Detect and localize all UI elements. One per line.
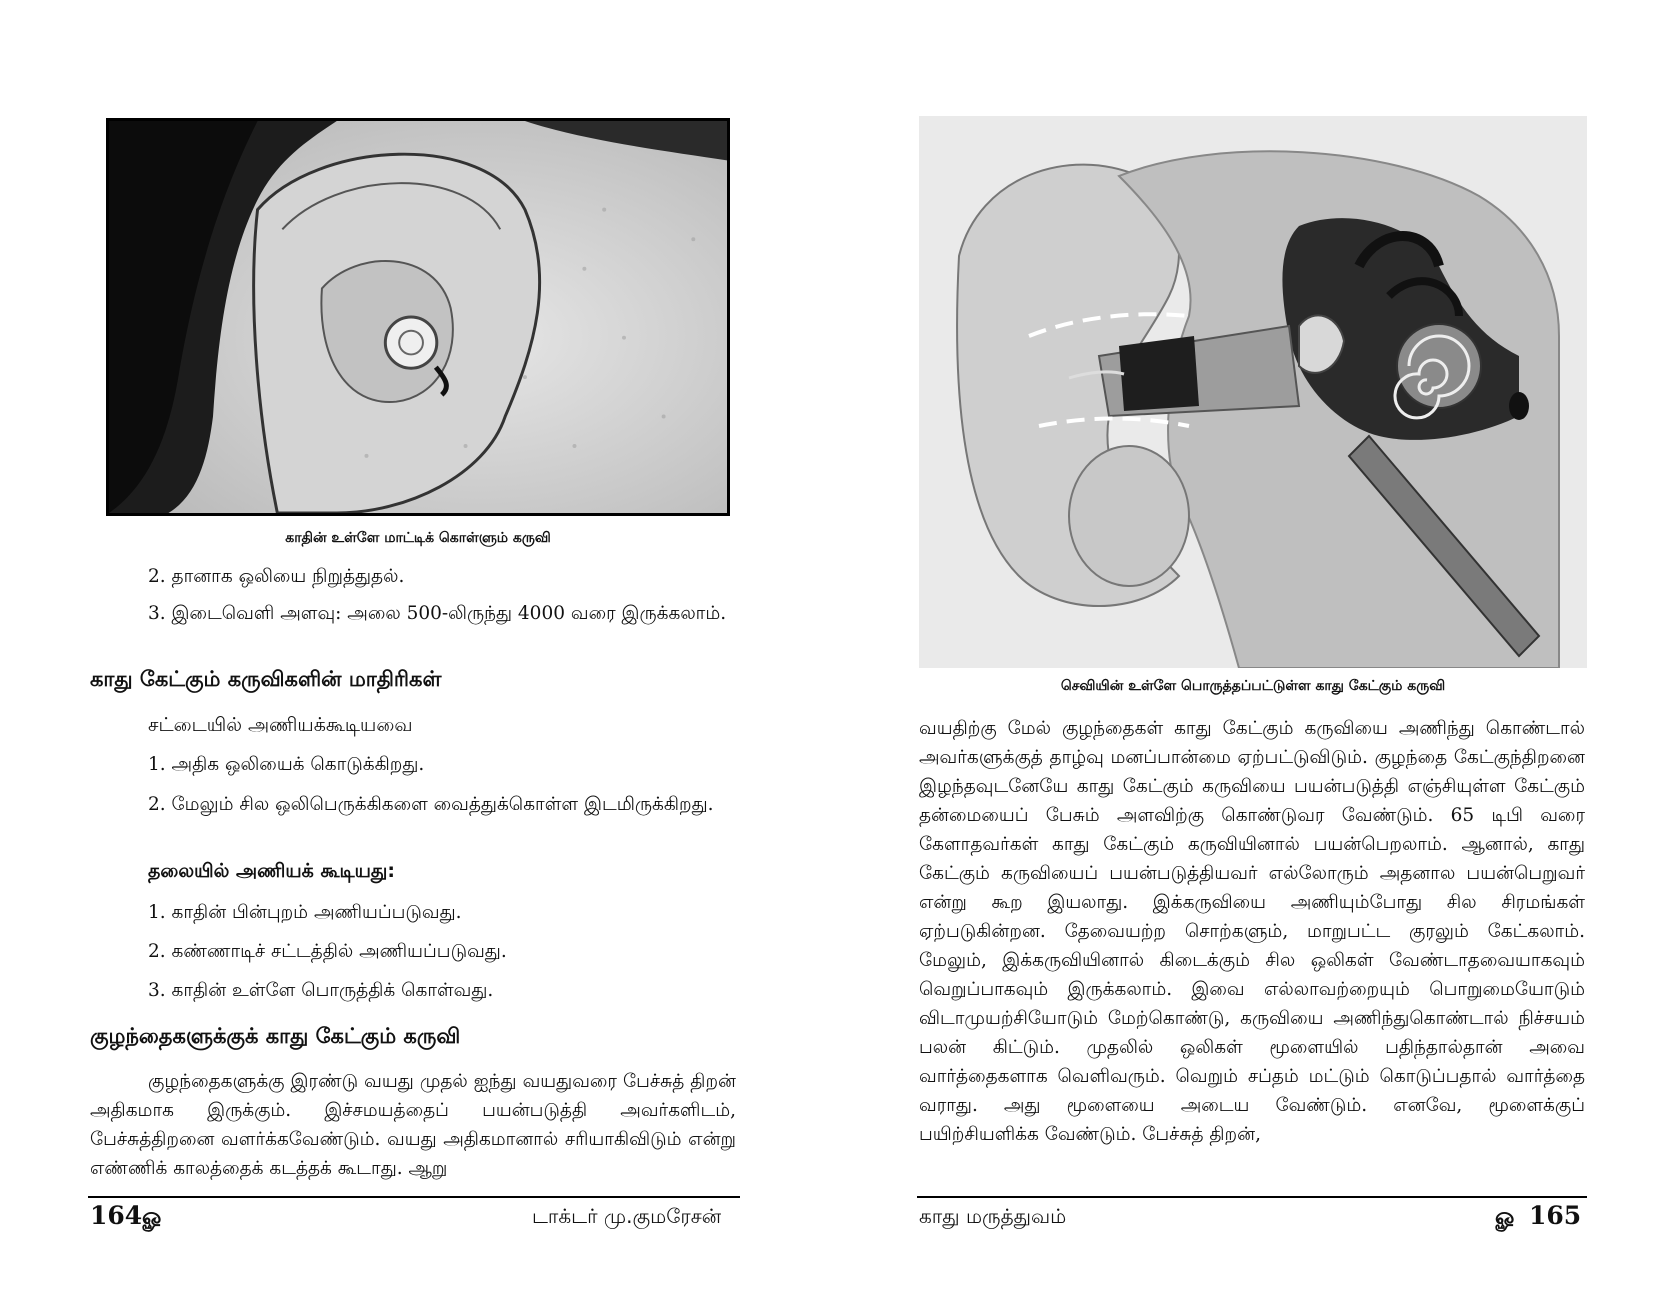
ornament-mark: ௐ [1495, 1203, 1518, 1230]
list-item: 3. இடைவெளி அளவு: அலை 500-லிருந்து 4000 வரை இருக்கலாம். [148, 603, 727, 624]
ear-photo-illustration [109, 121, 727, 513]
right-page [827, 0, 1654, 1299]
body-paragraph: வயதிற்கு மேல் குழந்தைகள் காது கேட்கும் கருவியை அணிந்து கொண்டால் அவர்களுக்குத் தாழ்வு மனப்பான்மை ஏற்பட்டுவிடும். குழந்தை கேட்குந்திறனை இழந்தவுடனேயே காது கேட்கும் கருவியை பயன்படுத்தி எஞ்சியுள்ள கேட்கும் தன்மையைப் பேசும் அளவிற்கு கொண்டுவர வேண்டும். 65 டிபி வரை கேளாதவர்கள் காது கேட்கும் கருவியினால் பயன்பெறலாம். ஆனால், காது கேட்கும் கருவியைப் பயன்படுத்தியவர் எல்லோரும் அதனால பயன்பெறுவர் என்று கூற இயலாது. இக்கருவியை அணியும்போது சில சிரமங்கள் ஏற்படுகின்றன. தேவையற்ற சொற்களும், மாறுபட்ட குரலும் கேட்கலாம். மேலும், இக்கருவியினால் கிடைக்கும் சில ஒலிகள் வேண்டாதவையாகவும் வெறுப்பாகவும் இருக்கலாம். இவை எல்லாவற்றையும் பொறுமையோடும் விடாமுயற்சியோடும் மேற்கொண்டு, கருவியை அணிந்துகொண்டால் நிச்சயம் பலன் கிட்டும். முதலில் ஒலிகள் மூளையில் பதிந்தால்தான் அவை வார்த்தைகளாக வெளிவரும். வெறும் சப்தம் மட்டும் கொடுப்பதால் வார்த்தை வராது. அது மூளையை அடைய வேண்டும். எனவே, மூளைக்குப் பயிற்சியளிக்க வேண்டும். பேச்சுத் திறன், [919, 718, 1585, 1145]
running-title: காது மருத்துவம் [919, 1204, 1067, 1228]
list-item: 3. காதின் உள்ளே பொருத்திக் கொள்வது. [148, 980, 494, 1001]
running-title: டாக்டர் மு.குமரேசன் [532, 1204, 722, 1228]
ear-hearing-aid-photo [106, 118, 730, 516]
body-paragraph: குழந்தைகளுக்கு இரண்டு வயது முதல் ஐந்து வயதுவரை பேச்சுத் திறன் அதிகமாக இருக்கும். இச்சமயத்தைப் பயன்படுத்தி அவர்களிடம், பேச்சுத்திறனை வளர்க்கவேண்டும். வயது அதிகமானால் சரியாகிவிடும் என்று எண்ணிக் காலத்தைக் கடத்தக் கூடாது. ஆறு [90, 1071, 736, 1179]
footer-rule [917, 1196, 1587, 1198]
figure-caption: செவியின் உள்ளே பொருத்தப்பட்டுள்ள காது கேட்கும் கருவி [1060, 678, 1446, 694]
ornament-mark: ௐ [142, 1203, 165, 1230]
list-item: 1. காதின் பின்புறம் அணியப்படுவது. [148, 902, 462, 923]
list-item: 2. மேலும் சில ஒலிபெருக்கிகளை வைத்துக்கொள்ள இடமிருக்கிறது. [148, 794, 714, 815]
subsection-heading: சட்டையில் அணியக்கூடியவை [148, 714, 413, 736]
list-item: 2. கண்ணாடிச் சட்டத்தில் அணியப்படுவது. [148, 941, 507, 962]
ear-anatomy-illustration [919, 116, 1587, 668]
figure-caption: காதின் உள்ளே மாட்டிக் கொள்ளும் கருவி [285, 530, 551, 546]
ear-cross-section-diagram [919, 116, 1587, 668]
section-heading: காது கேட்கும் கருவிகளின் மாதிரிகள் [90, 667, 442, 691]
section-heading: குழந்தைகளுக்குக் காது கேட்கும் கருவி [90, 1024, 461, 1048]
footer-rule [88, 1196, 740, 1198]
list-item: 2. தானாக ஒலியை நிறுத்துதல். [148, 566, 405, 587]
subsection-heading: தலையில் அணியக் கூடியது: [148, 860, 395, 882]
page-number: 164 [90, 1201, 143, 1230]
list-item: 1. அதிக ஒலியைக் கொடுக்கிறது. [148, 754, 425, 775]
page-number: 165 [1529, 1201, 1582, 1230]
